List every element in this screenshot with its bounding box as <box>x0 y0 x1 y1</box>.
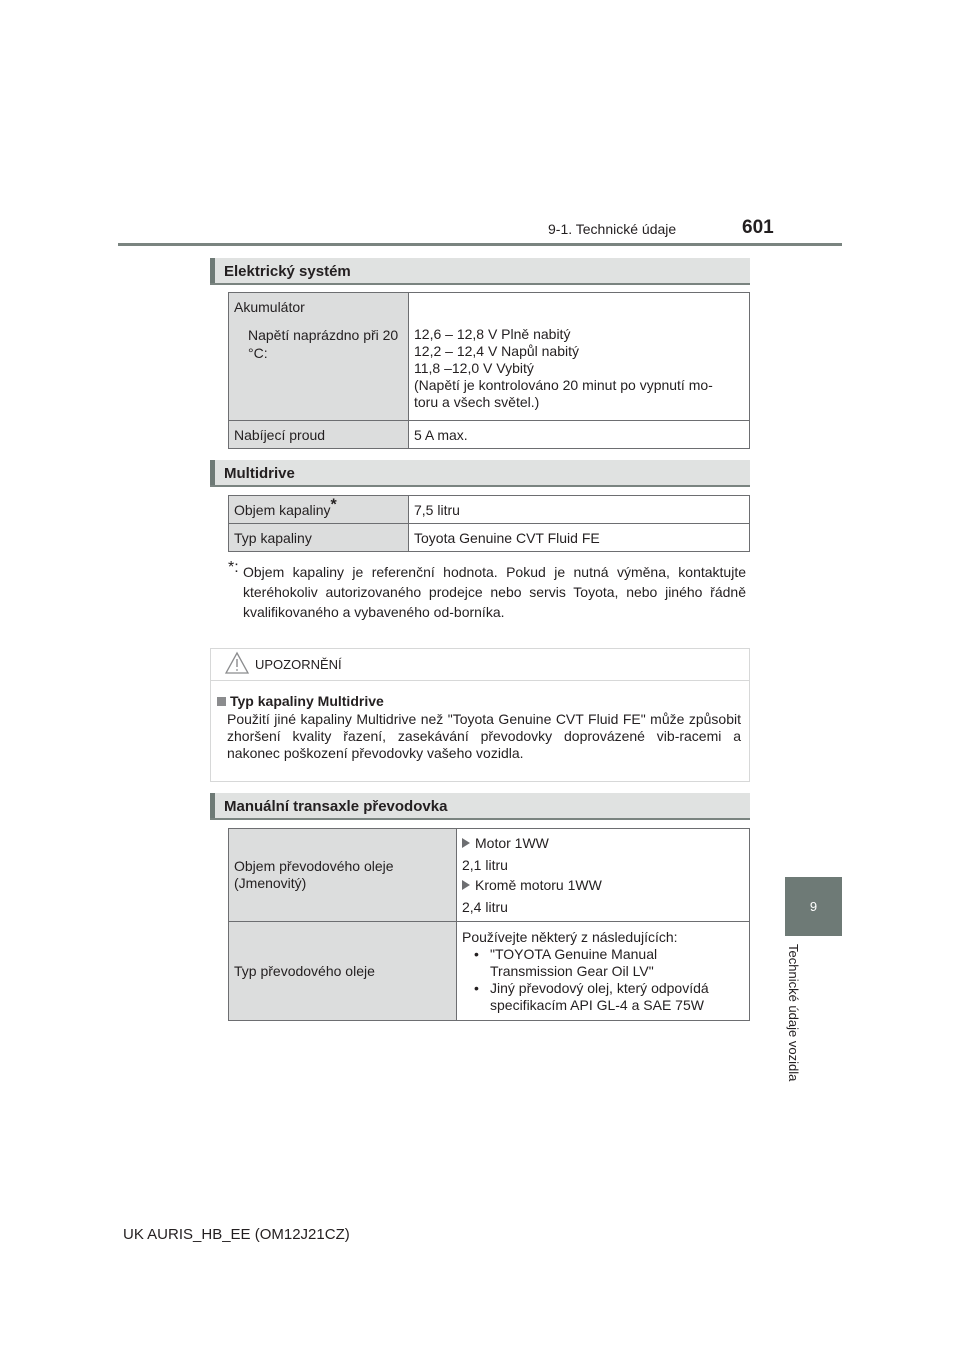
oil-volume-label: Objem převodového oleje (Jmenovitý) <box>229 829 457 922</box>
oil-type-intro: Používejte některý z následujících: <box>462 929 678 945</box>
chapter-label <box>786 944 806 1104</box>
caution-box <box>210 648 750 782</box>
multidrive-table <box>228 495 750 552</box>
oil-volume-value: 2,4 litru <box>462 899 508 915</box>
chapter-label-text: Technické údaje vozidla <box>786 944 801 1082</box>
voltage-line: toru a všech světel.) <box>414 394 540 410</box>
warning-triangle-icon <box>225 651 249 675</box>
oil-volume-values <box>457 829 750 922</box>
engine-variant <box>462 877 744 894</box>
caution-subtitle-text: Typ kapaliny Multidrive <box>230 693 384 709</box>
oil-type-option <box>462 946 744 980</box>
voltage-values <box>409 293 750 421</box>
section-header-manual <box>210 793 750 820</box>
charging-value: 5 A max. <box>409 421 750 449</box>
fluid-type-label: Typ kapaliny <box>229 524 409 552</box>
fluid-volume-label-text: Objem kapaliny <box>234 501 331 518</box>
fluid-volume-label <box>229 496 409 524</box>
oil-type-option-line: specifikacím API GL-4 a SAE 75W <box>490 997 704 1013</box>
section-title-multidrive: Multidrive <box>224 465 295 482</box>
section-title: 9-1. Technické údaje <box>548 221 677 237</box>
arrow-right-icon <box>462 838 470 848</box>
manual-table <box>228 828 750 1021</box>
oil-type-option-line: Jiný převodový olej, který odpovídá <box>490 980 709 996</box>
voltage-line: (Napětí je kontrolováno 20 minut po vypnutí mo- <box>414 377 713 393</box>
chapter-tab <box>785 877 842 936</box>
voltage-line: 12,2 – 12,4 V Napůl nabitý <box>414 343 580 359</box>
oil-type-option-line: Transmission Gear Oil LV" <box>490 963 654 979</box>
engine-variant <box>462 835 744 852</box>
section-header-multidrive <box>210 460 750 487</box>
chapter-number: 9 <box>809 899 818 914</box>
caution-header <box>211 649 749 681</box>
caution-text: Použití jiné kapaliny Multidrive než "Toyota Genuine CVT Fluid FE" může způsobit zhoršení kvality řazení, zasekávání převodovky doprovázené vib-racemi a nakonec poškození převodovky vašeho vozidla. <box>227 711 741 761</box>
section-header-electrical <box>210 258 750 285</box>
oil-type-label: Typ převodového oleje <box>229 922 457 1021</box>
oil-type-values <box>457 922 750 1021</box>
voltage-label: Napětí naprázdno při 20 °C: <box>248 327 399 361</box>
footnote-marker: * <box>330 495 337 513</box>
battery-cell <box>229 293 409 421</box>
caution-subtitle <box>217 693 384 709</box>
footnote <box>228 559 746 622</box>
arrow-right-icon <box>462 880 470 890</box>
oil-type-option-line: "TOYOTA Genuine Manual <box>490 946 658 962</box>
battery-label: Akumulátor <box>234 299 305 315</box>
voltage-line: 11,8 –12,0 V Vybitý <box>414 360 534 376</box>
page-number: 601 <box>742 217 774 238</box>
section-title-manual: Manuální transaxle převodovka <box>224 798 448 815</box>
footnote-star: *: <box>228 559 239 576</box>
engine-variant-text: Kromě motoru 1WW <box>475 877 602 893</box>
header-rule <box>118 243 842 246</box>
oil-volume-value: 2,1 litru <box>462 857 508 873</box>
fluid-type-value: Toyota Genuine CVT Fluid FE <box>409 524 750 552</box>
caution-title: UPOZORNĚNÍ <box>255 657 342 672</box>
fluid-volume-value: 7,5 litru <box>409 496 750 524</box>
oil-type-option <box>462 980 744 1014</box>
voltage-line: 12,6 – 12,8 V Plně nabitý <box>414 326 571 342</box>
section-title-electrical: Elektrický systém <box>224 263 351 280</box>
footnote-text: Objem kapaliny je referenční hodnota. Pokud je nutná výměna, kontaktujte kteréhokoliv autorizovaného prodejce nebo servis Toyota, nebo jiného řádně kvalifikovaného a vybaveného od-borníka. <box>243 564 746 620</box>
model-code: UK AURIS_HB_EE (OM12J21CZ) <box>123 1226 350 1243</box>
electrical-table <box>228 292 750 449</box>
square-bullet-icon <box>217 697 226 706</box>
engine-variant-text: Motor 1WW <box>475 835 549 851</box>
charging-label: Nabíjecí proud <box>229 421 409 449</box>
